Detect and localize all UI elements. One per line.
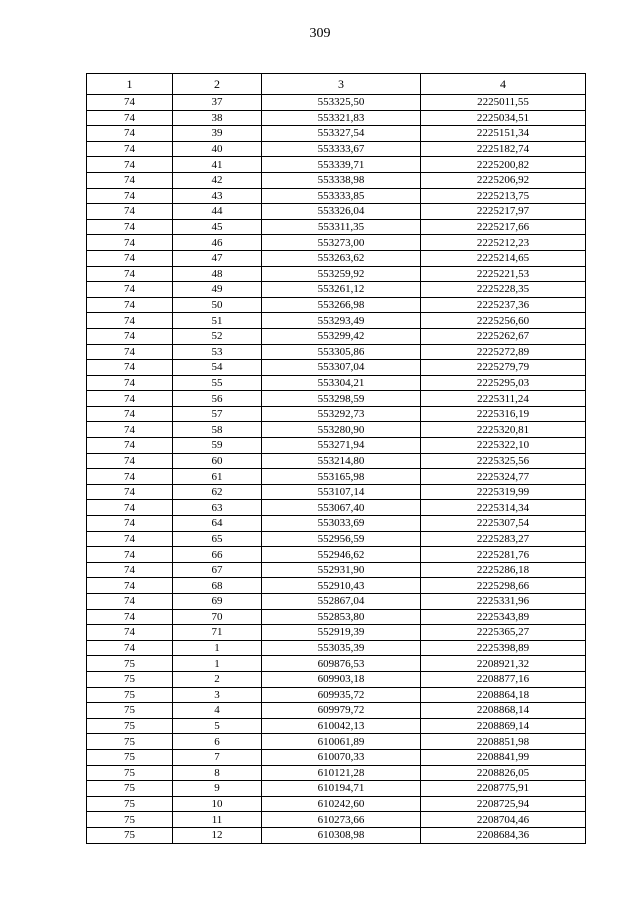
table-row	[87, 578, 586, 594]
table-cell: 2225262,67	[421, 328, 586, 344]
table-cell: 553273,00	[262, 235, 421, 251]
table-cell: 553107,14	[262, 484, 421, 500]
table-cell: 74	[87, 484, 173, 500]
table-cell: 74	[87, 391, 173, 407]
table-cell: 74	[87, 250, 173, 266]
table-row	[87, 781, 586, 797]
table-cell: 63	[173, 500, 262, 516]
table-cell: 552919,39	[262, 625, 421, 641]
table-row	[87, 469, 586, 485]
table-cell: 610308,98	[262, 827, 421, 843]
table-cell: 1	[173, 656, 262, 672]
table-cell: 47	[173, 250, 262, 266]
table-row	[87, 110, 586, 126]
table-cell: 8	[173, 765, 262, 781]
table-cell: 74	[87, 157, 173, 173]
table-cell: 12	[173, 827, 262, 843]
table-cell: 553214,80	[262, 453, 421, 469]
table-cell: 74	[87, 126, 173, 142]
table-cell: 2225200,82	[421, 157, 586, 173]
table-cell: 2225295,03	[421, 375, 586, 391]
table-cell: 553266,98	[262, 297, 421, 313]
table-row	[87, 671, 586, 687]
table-cell: 610194,71	[262, 781, 421, 797]
table-cell: 58	[173, 422, 262, 438]
table-cell: 74	[87, 406, 173, 422]
table-row	[87, 391, 586, 407]
table-cell: 74	[87, 328, 173, 344]
table-cell: 74	[87, 531, 173, 547]
table-cell: 2225316,19	[421, 406, 586, 422]
table-cell: 50	[173, 297, 262, 313]
table-cell: 70	[173, 609, 262, 625]
table-cell: 74	[87, 313, 173, 329]
table-cell: 69	[173, 594, 262, 610]
table-cell: 74	[87, 95, 173, 111]
table-cell: 2208864,18	[421, 687, 586, 703]
table-row	[87, 765, 586, 781]
table-row	[87, 718, 586, 734]
table-cell: 2225213,75	[421, 188, 586, 204]
table-cell: 610042,13	[262, 718, 421, 734]
table-cell: 553035,39	[262, 640, 421, 656]
table-cell: 2225298,66	[421, 578, 586, 594]
table-cell: 553259,92	[262, 266, 421, 282]
table-cell: 552867,04	[262, 594, 421, 610]
column-header: 3	[262, 74, 421, 95]
table-cell: 74	[87, 578, 173, 594]
table-cell: 74	[87, 422, 173, 438]
table-cell: 48	[173, 266, 262, 282]
table-cell: 553333,85	[262, 188, 421, 204]
table-cell: 75	[87, 765, 173, 781]
table-cell: 7	[173, 749, 262, 765]
table-cell: 552956,59	[262, 531, 421, 547]
table-cell: 553280,90	[262, 422, 421, 438]
table-cell: 610273,66	[262, 812, 421, 828]
table-cell: 60	[173, 453, 262, 469]
table-row	[87, 749, 586, 765]
table-cell: 609935,72	[262, 687, 421, 703]
table-cell: 2225182,74	[421, 141, 586, 157]
table-row	[87, 360, 586, 376]
column-header: 1	[87, 74, 173, 95]
table-cell: 75	[87, 703, 173, 719]
table-cell: 2225237,36	[421, 297, 586, 313]
table-row	[87, 594, 586, 610]
table-row	[87, 438, 586, 454]
table-row	[87, 453, 586, 469]
table-cell: 75	[87, 687, 173, 703]
table-cell: 75	[87, 812, 173, 828]
table-cell: 68	[173, 578, 262, 594]
table-row	[87, 157, 586, 173]
table-cell: 2208725,94	[421, 796, 586, 812]
table-cell: 51	[173, 313, 262, 329]
table-cell: 553263,62	[262, 250, 421, 266]
table-cell: 52	[173, 328, 262, 344]
table-cell: 2208921,32	[421, 656, 586, 672]
table-cell: 553333,67	[262, 141, 421, 157]
table-cell: 75	[87, 671, 173, 687]
table-cell: 75	[87, 718, 173, 734]
table-cell: 552910,43	[262, 578, 421, 594]
table-cell: 74	[87, 235, 173, 251]
table-cell: 74	[87, 204, 173, 220]
table-cell: 2225217,66	[421, 219, 586, 235]
table-cell: 2208869,14	[421, 718, 586, 734]
table-cell: 67	[173, 562, 262, 578]
table-cell: 11	[173, 812, 262, 828]
table-row	[87, 531, 586, 547]
table-cell: 74	[87, 219, 173, 235]
table-row	[87, 796, 586, 812]
table-cell: 40	[173, 141, 262, 157]
table-header	[87, 74, 586, 95]
table-row	[87, 827, 586, 843]
table-cell: 65	[173, 531, 262, 547]
table-cell: 74	[87, 297, 173, 313]
table-cell: 61	[173, 469, 262, 485]
table-row	[87, 126, 586, 142]
table-cell: 2225311,24	[421, 391, 586, 407]
table-cell: 66	[173, 547, 262, 563]
column-header: 2	[173, 74, 262, 95]
table-cell: 610061,89	[262, 734, 421, 750]
table-cell: 71	[173, 625, 262, 641]
table-cell: 41	[173, 157, 262, 173]
table-cell: 74	[87, 344, 173, 360]
table-cell: 9	[173, 781, 262, 797]
table-cell: 2208877,16	[421, 671, 586, 687]
table-cell: 2225398,89	[421, 640, 586, 656]
table-cell: 553338,98	[262, 172, 421, 188]
table-cell: 2208775,91	[421, 781, 586, 797]
table-cell: 553292,73	[262, 406, 421, 422]
table-cell: 74	[87, 625, 173, 641]
table-cell: 3	[173, 687, 262, 703]
table-cell: 553067,40	[262, 500, 421, 516]
table-cell: 55	[173, 375, 262, 391]
table-cell: 2	[173, 671, 262, 687]
table-cell: 2225325,56	[421, 453, 586, 469]
table-row	[87, 188, 586, 204]
table-cell: 2225314,34	[421, 500, 586, 516]
table-cell: 609876,53	[262, 656, 421, 672]
table-cell: 2225307,54	[421, 516, 586, 532]
table-row	[87, 734, 586, 750]
table-row	[87, 640, 586, 656]
table-cell: 2225343,89	[421, 609, 586, 625]
table-cell: 75	[87, 796, 173, 812]
table-row	[87, 219, 586, 235]
table-cell: 74	[87, 172, 173, 188]
table-cell: 2225212,23	[421, 235, 586, 251]
table-cell: 74	[87, 266, 173, 282]
table-cell: 553327,54	[262, 126, 421, 142]
table-cell: 74	[87, 453, 173, 469]
table-cell: 553321,83	[262, 110, 421, 126]
table-cell: 74	[87, 609, 173, 625]
table-cell: 2225283,27	[421, 531, 586, 547]
table-cell: 553325,50	[262, 95, 421, 111]
table-cell: 75	[87, 749, 173, 765]
table-row	[87, 344, 586, 360]
table-row	[87, 656, 586, 672]
table-cell: 2225322,10	[421, 438, 586, 454]
table-cell: 553339,71	[262, 157, 421, 173]
table-cell: 45	[173, 219, 262, 235]
table-cell: 37	[173, 95, 262, 111]
table-cell: 53	[173, 344, 262, 360]
column-header: 4	[421, 74, 586, 95]
table-cell: 552931,90	[262, 562, 421, 578]
table-cell: 74	[87, 188, 173, 204]
table-cell: 2208684,36	[421, 827, 586, 843]
table-cell: 2225286,18	[421, 562, 586, 578]
table-cell: 2225228,35	[421, 282, 586, 298]
table-cell: 10	[173, 796, 262, 812]
table-cell: 553271,94	[262, 438, 421, 454]
table-row	[87, 422, 586, 438]
table-cell: 49	[173, 282, 262, 298]
table-cell: 62	[173, 484, 262, 500]
table-cell: 75	[87, 781, 173, 797]
table-cell: 552853,80	[262, 609, 421, 625]
table-cell: 553305,86	[262, 344, 421, 360]
table-row	[87, 609, 586, 625]
table-cell: 2225206,92	[421, 172, 586, 188]
table-cell: 553299,42	[262, 328, 421, 344]
table-cell: 1	[173, 640, 262, 656]
table-cell: 43	[173, 188, 262, 204]
table-row	[87, 812, 586, 828]
table-cell: 42	[173, 172, 262, 188]
table-cell: 610070,33	[262, 749, 421, 765]
table-cell: 74	[87, 110, 173, 126]
table-cell: 610121,28	[262, 765, 421, 781]
table-cell: 74	[87, 594, 173, 610]
table-cell: 74	[87, 500, 173, 516]
table-cell: 2225324,77	[421, 469, 586, 485]
table-cell: 64	[173, 516, 262, 532]
table-cell: 74	[87, 360, 173, 376]
table-body	[87, 95, 586, 844]
table-row	[87, 313, 586, 329]
table-row	[87, 328, 586, 344]
table-cell: 609903,18	[262, 671, 421, 687]
table-cell: 59	[173, 438, 262, 454]
table-cell: 74	[87, 469, 173, 485]
table-cell: 5	[173, 718, 262, 734]
table-cell: 2225011,55	[421, 95, 586, 111]
table-row	[87, 235, 586, 251]
table-cell: 553304,21	[262, 375, 421, 391]
table-cell: 2225151,34	[421, 126, 586, 142]
table-row	[87, 250, 586, 266]
table-cell: 2225279,79	[421, 360, 586, 376]
table-cell: 609979,72	[262, 703, 421, 719]
table-cell: 610242,60	[262, 796, 421, 812]
table-cell: 2225214,65	[421, 250, 586, 266]
table-row	[87, 484, 586, 500]
table-cell: 2208704,46	[421, 812, 586, 828]
table-row	[87, 562, 586, 578]
table-cell: 2225320,81	[421, 422, 586, 438]
table-cell: 553261,12	[262, 282, 421, 298]
table-row	[87, 516, 586, 532]
table-cell: 74	[87, 516, 173, 532]
table-cell: 74	[87, 282, 173, 298]
table-cell: 2225365,27	[421, 625, 586, 641]
table-cell: 74	[87, 141, 173, 157]
table-cell: 2225217,97	[421, 204, 586, 220]
table-cell: 4	[173, 703, 262, 719]
table-cell: 2208841,99	[421, 749, 586, 765]
table-cell: 2208826,05	[421, 765, 586, 781]
table-cell: 2225331,96	[421, 594, 586, 610]
table-cell: 54	[173, 360, 262, 376]
coordinates-table	[86, 73, 586, 844]
header-row	[87, 74, 586, 95]
table-cell: 552946,62	[262, 547, 421, 563]
table-row	[87, 95, 586, 111]
table-row	[87, 406, 586, 422]
table-cell: 553033,69	[262, 516, 421, 532]
table-cell: 2225272,89	[421, 344, 586, 360]
page-number: 309	[309, 26, 331, 41]
table-cell: 2225319,99	[421, 484, 586, 500]
table-cell: 74	[87, 562, 173, 578]
table-cell: 46	[173, 235, 262, 251]
table-row	[87, 500, 586, 516]
table-row	[87, 282, 586, 298]
table-row	[87, 297, 586, 313]
table-cell: 6	[173, 734, 262, 750]
table-row	[87, 204, 586, 220]
table-cell: 57	[173, 406, 262, 422]
table-row	[87, 703, 586, 719]
table-row	[87, 687, 586, 703]
table-row	[87, 266, 586, 282]
table-cell: 553326,04	[262, 204, 421, 220]
table-cell: 75	[87, 656, 173, 672]
table-cell: 74	[87, 547, 173, 563]
table-cell: 2225281,76	[421, 547, 586, 563]
table-cell: 553307,04	[262, 360, 421, 376]
table-cell: 39	[173, 126, 262, 142]
table-cell: 74	[87, 438, 173, 454]
table-cell: 2225221,53	[421, 266, 586, 282]
table-row	[87, 547, 586, 563]
table-row	[87, 375, 586, 391]
table-row	[87, 625, 586, 641]
table-cell: 553165,98	[262, 469, 421, 485]
table-cell: 38	[173, 110, 262, 126]
table-cell: 74	[87, 640, 173, 656]
table-cell: 56	[173, 391, 262, 407]
table-cell: 553311,35	[262, 219, 421, 235]
table-cell: 75	[87, 827, 173, 843]
table-cell: 44	[173, 204, 262, 220]
table-cell: 74	[87, 375, 173, 391]
table-cell: 75	[87, 734, 173, 750]
table-cell: 2225034,51	[421, 110, 586, 126]
table-row	[87, 172, 586, 188]
table-cell: 553293,49	[262, 313, 421, 329]
table-row	[87, 141, 586, 157]
table-cell: 553298,59	[262, 391, 421, 407]
table-cell: 2208851,98	[421, 734, 586, 750]
table-cell: 2225256,60	[421, 313, 586, 329]
table-cell: 2208868,14	[421, 703, 586, 719]
